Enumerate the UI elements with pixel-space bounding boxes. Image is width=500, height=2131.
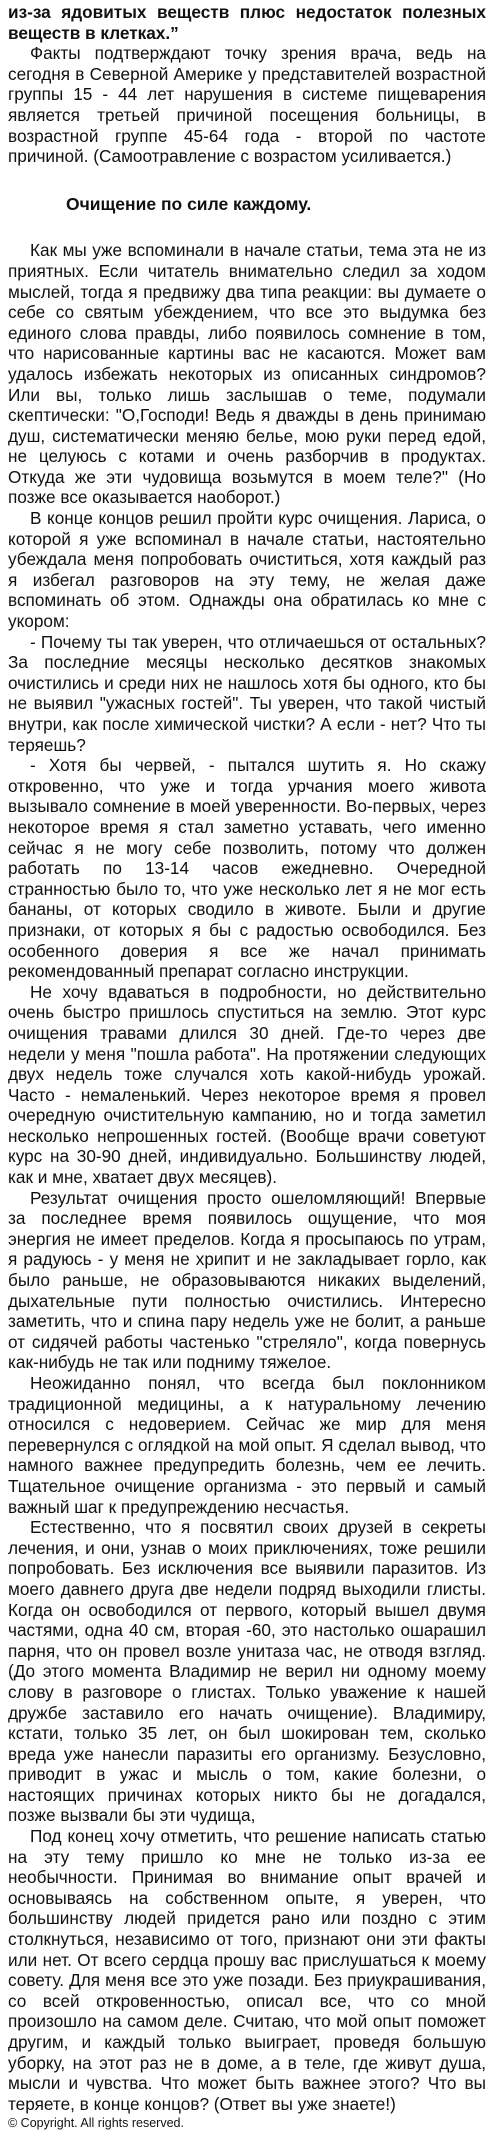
paragraph: Не хочу вдаваться в подробности, но действительно очень быстро пришлось спуститься на землю. Этот курс очищения травами длился 30 дней. Где-то через две недели у меня "пошла работа". На протяжении следующих двух недель тоже случался хоть какой-нибудь урожай. Часто - немаленький. Через некоторое время я провел очередную очистительную кампанию, но и тогда заметил несколько непрошенных гостей. (Вообще врачи советуют курс на 30-90 дней, индивидуально. Большинству людей, как и мне, хватает двух месяцев). [8,981,486,1188]
paragraph: Естественно, что я посвятил своих друзей в секреты лечения, и они, узнав о моих приключениях, тоже решили попробовать. Без исключения все выявили паразитов. Из моего давнего друга две недели подряд выходили глисты. Когда он освободился от первого, который вышел двумя частями, одна 40 см, вторая -60, это настолько ошарашил парня, что он провел возле унитаза час, не отводя взгляд. (До этого момента Владимир не верил ни одному моему слову в разговоре о глистах. Только уважение к нашей дружбе заставило его начать очищение). Владимиру, кстати, только 35 лет, он был шокирован тем, сколько вреда уже нанесли паразиты его организму. Безусловно, приводит в ужас и мысль о том, какие болезни, о настоящих причинах которых никто бы не догадался, позже вызвали бы эти чудища, [8,1517,486,1826]
paragraph: В конце концов решил пройти курс очищения. Лариса, о которой я уже вспоминал в начале статьи, настоятельно убеждала меня попробовать очиститься, хотя каждый раз я избегал разговоров на эту тему, не желая даже вспоминать об этом. Однажды она обратилась ко мне с укором: [8,508,486,632]
paragraph: - Хотя бы червей, - пытался шутить я. Но скажу откровенно, что уже и тогда урчания моего живота вызывало сомнение в моей уверенности. Во-первых, через некоторое время я стал заметно уставать, чего именно сейчас я не могу себе позволить, потому что должен работать по 13-14 часов ежедневно. Очередной странностью было то, что уже несколько лет я не мог есть бананы, от которых сводило в животе. Были и другие признаки, от которых я бы с радостью освободился. Без особенного доверия я все же начал принимать рекомендованный препарат согласно инструкции. [8,755,486,982]
paragraph: Результат очищения просто ошеломляющий! Впервые за последнее время появилось ощущение, что моя энергия не имеет пределов. Когда я просыпаюсь по утрам, я радуюсь - у меня не хрипит и не закладывает горло, как было раньше, не образовываются никаких выделений, дыхательные пути полностью очистились. Интересно заметить, что и спина пару недель уже не болит, а раньше от сидячей работы частенько "стреляло", когда повернусь как-нибудь не так или подниму тяжелое. [8,1187,486,1373]
paragraph: Под конец хочу отметить, что решение написать статью на эту тему пришло ко мне не только из-за ее необычности. Принимая во внимание опыт врачей и основываясь на собственном опыте, я уверен, что большинству людей придется рано или поздно с этим столкнуться, независимо от того, признают они эти факты или нет. От всего сердца прошу вас прислушаться к моему совету. Для меня все это уже позади. Без приукрашивания, со всей откровенностью, описал все, что со мной произошло на самом деле. Считаю, что мой опыт поможет другим, и каждый только выиграет, проведя большую уборку, на этот раз не в доме, а в теле, где живут душа, мысли и чувства. Что может быть важнее этого? Что вы теряете, в конце концов? (Ответ вы уже знаете!) [8,1826,486,2114]
paragraph: Факты подтверждают точку зрения врача, ведь на сегодня в Северной Америке у представителей возрастной группы 15 - 44 лет нарушения в системе пищеварения является третьей причиной посещения больницы, в возрастной группе 45-64 года - второй по частоте причиной. (Самоотравление с возрастом усиливается.) [8,43,486,167]
lead-text: из-за ядовитых веществ плюс недостаток полезных веществ в клетках.” [8,2,486,43]
paragraph: Как мы уже вспоминали в начале статьи, тема эта не из приятных. Если читатель внимательно следил за ходом мыслей, тогда я предвижу два типа реакции: вы думаете о себе со святым убеждением, что все это выдумка без единого слова правды, либо появилось сомнение в том, что нарисованные картины вас не касаются. Может вам удалось избежать некоторых из описанных синдромов? Или вы, только лишь заслышав о теме, подумали скептически: "О,Господи! Ведь я дважды в день принимаю душ, систематически меняю белье, мою руки перед едой, не целуюсь с котами и очень разборчив в продуктах. Откуда же эти чудовища возьмутся в моем теле?" (Но позже все оказывается наоборот.) [8,240,486,508]
copyright-notice: © Copyright. All rights reserved. [8,2116,184,2131]
section-heading: Очищение по силе каждому. [66,193,312,214]
paragraph: Неожиданно понял, что всегда был поклонником традиционной медицины, а к натуральному лечению относился с недоверием. Сейчас же мир для меня перевернулся с оглядкой на мой опыт. Я сделал вывод, что намного важнее предупредить болезнь, чем ее лечить. Тщательное очищение организма - это первый и самый важный шаг к предупреждению несчастья. [8,1373,486,1517]
paragraph: - Почему ты так уверен, что отличаешься от остальных? За последние месяцы несколько десятков знакомых очистились и среди них не нашлось хотя бы одного, кто бы не выявил "ужасных гостей". Ты уверен, что такой чистый внутри, как после химической чистки? А если - нет? Что ты теряешь? [8,631,486,755]
